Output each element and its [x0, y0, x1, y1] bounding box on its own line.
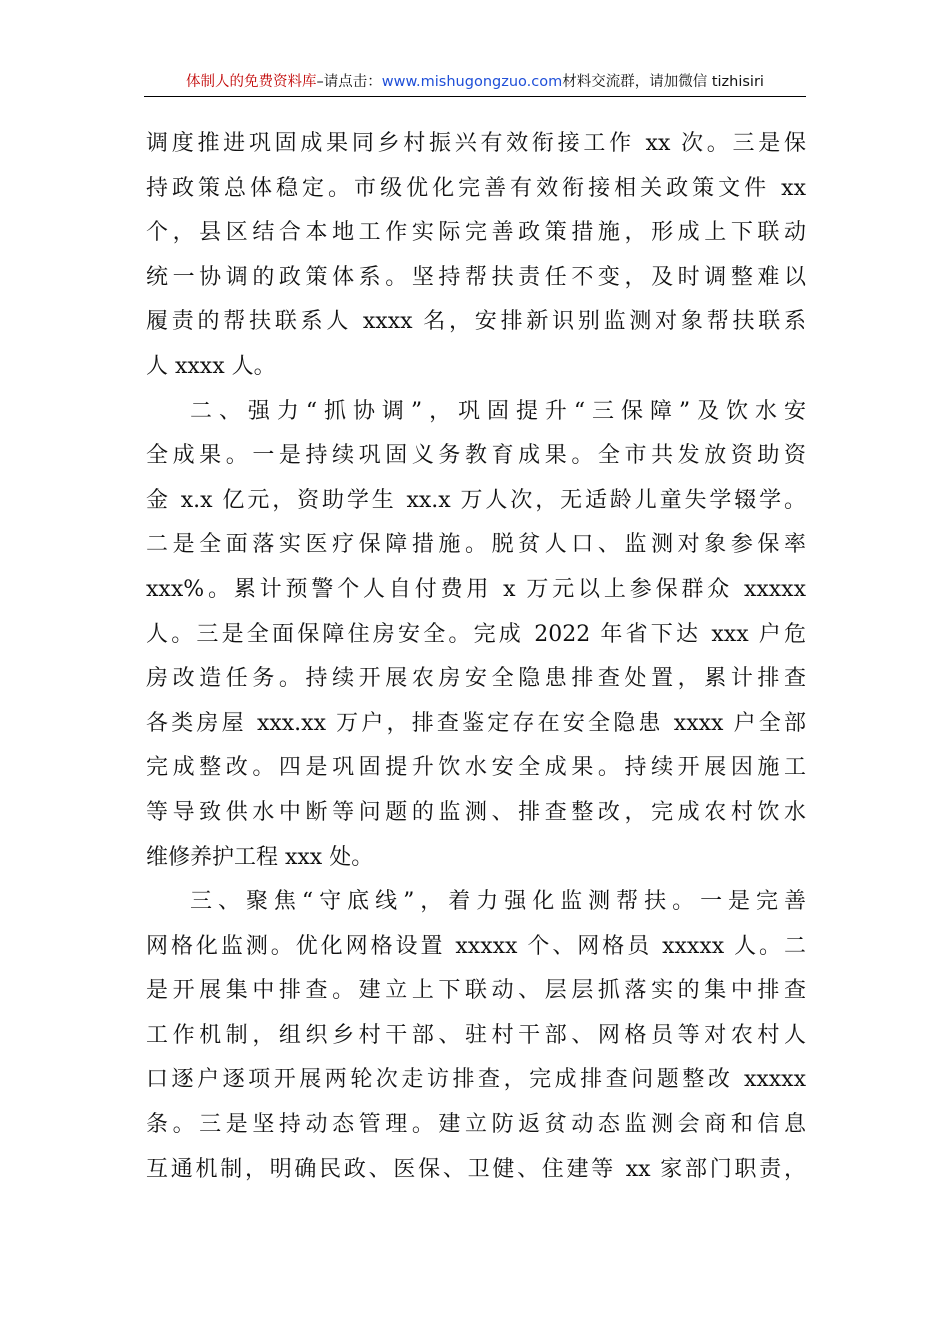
- text-line: 履责的帮扶联系人 xxxx 名，安排新识别监测对象帮扶联系: [146, 309, 806, 335]
- text-line: 人 xxxx 人。: [146, 353, 276, 379]
- header-brand: 体制人的免费资料库: [186, 74, 317, 90]
- text-line: 三、聚焦“守底线”，着力强化监测帮扶。一是完善: [190, 889, 806, 915]
- text-line: 各类房屋 xxx.xx 万户，排查鉴定存在安全隐患 xxxx 户全部: [146, 710, 806, 736]
- document-body: [146, 122, 806, 1192]
- text-line: 房改造任务。持续开展农房安全隐患排查处置，累计排查: [146, 666, 806, 692]
- text-line: 条。三是坚持动态管理。建立防返贫动态监测会商和信息: [146, 1112, 806, 1138]
- text-line: 工作机制，组织乡村干部、驻村干部、网格员等对农村人: [146, 1022, 806, 1048]
- paragraph-2: [146, 390, 806, 881]
- text-line: 金 x.x 亿元，资助学生 xx.x 万人次，无适龄儿童失学辍学。: [146, 487, 806, 513]
- text-line: 持政策总体稳定。市级优化完善有效衔接相关政策文件 xx: [146, 175, 806, 201]
- header-suffix: 材料交流群，请加微信 tizhisiri: [562, 74, 764, 90]
- text-line: 完成整改。四是巩固提升饮水安全成果。持续开展因施工: [146, 755, 806, 781]
- paragraph-1: [146, 122, 806, 390]
- header-prompt: –请点击：: [316, 74, 382, 90]
- text-line: 网格化监测。优化网格设置 xxxxx 个、网格员 xxxxx 人。二: [146, 933, 806, 959]
- text-line: 统一协调的政策体系。坚持帮扶责任不变，及时调整难以: [146, 264, 806, 290]
- document-header: [144, 70, 806, 97]
- text-line: 维修养护工程 xxx 处。: [146, 844, 374, 870]
- text-line: 等导致供水中断等问题的监测、排查整改，完成农村饮水: [146, 799, 806, 825]
- text-line: 二是全面落实医疗保障措施。脱贫人口、监测对象参保率: [146, 532, 806, 558]
- text-line: 全成果。一是持续巩固义务教育成果。全市共发放资助资: [146, 443, 806, 469]
- text-line: 互通机制，明确民政、医保、卫健、住建等 xx 家部门职责，: [146, 1156, 806, 1182]
- text-line: 人。三是全面保障住房安全。完成 2022 年省下达 xxx 户危: [146, 621, 806, 647]
- paragraph-3: [146, 880, 806, 1192]
- header-link[interactable]: www.mishugongzuo.com: [381, 74, 563, 90]
- text-line: xxx%。累计预警个人自付费用 x 万元以上参保群众 xxxxx: [146, 576, 806, 602]
- text-line: 口逐户逐项开展两轮次走访排查，完成排查问题整改 xxxxx: [146, 1067, 806, 1093]
- text-line: 调度推进巩固成果同乡村振兴有效衔接工作 xx 次。三是保: [146, 131, 806, 156]
- text-line: 二、强力“抓协调”，巩固提升“三保障”及饮水安: [190, 398, 806, 424]
- text-line: 是开展集中排查。建立上下联动、层层抓落实的集中排查: [146, 978, 806, 1004]
- text-line: 个，县区结合本地工作实际完善政策措施，形成上下联动: [146, 220, 806, 246]
